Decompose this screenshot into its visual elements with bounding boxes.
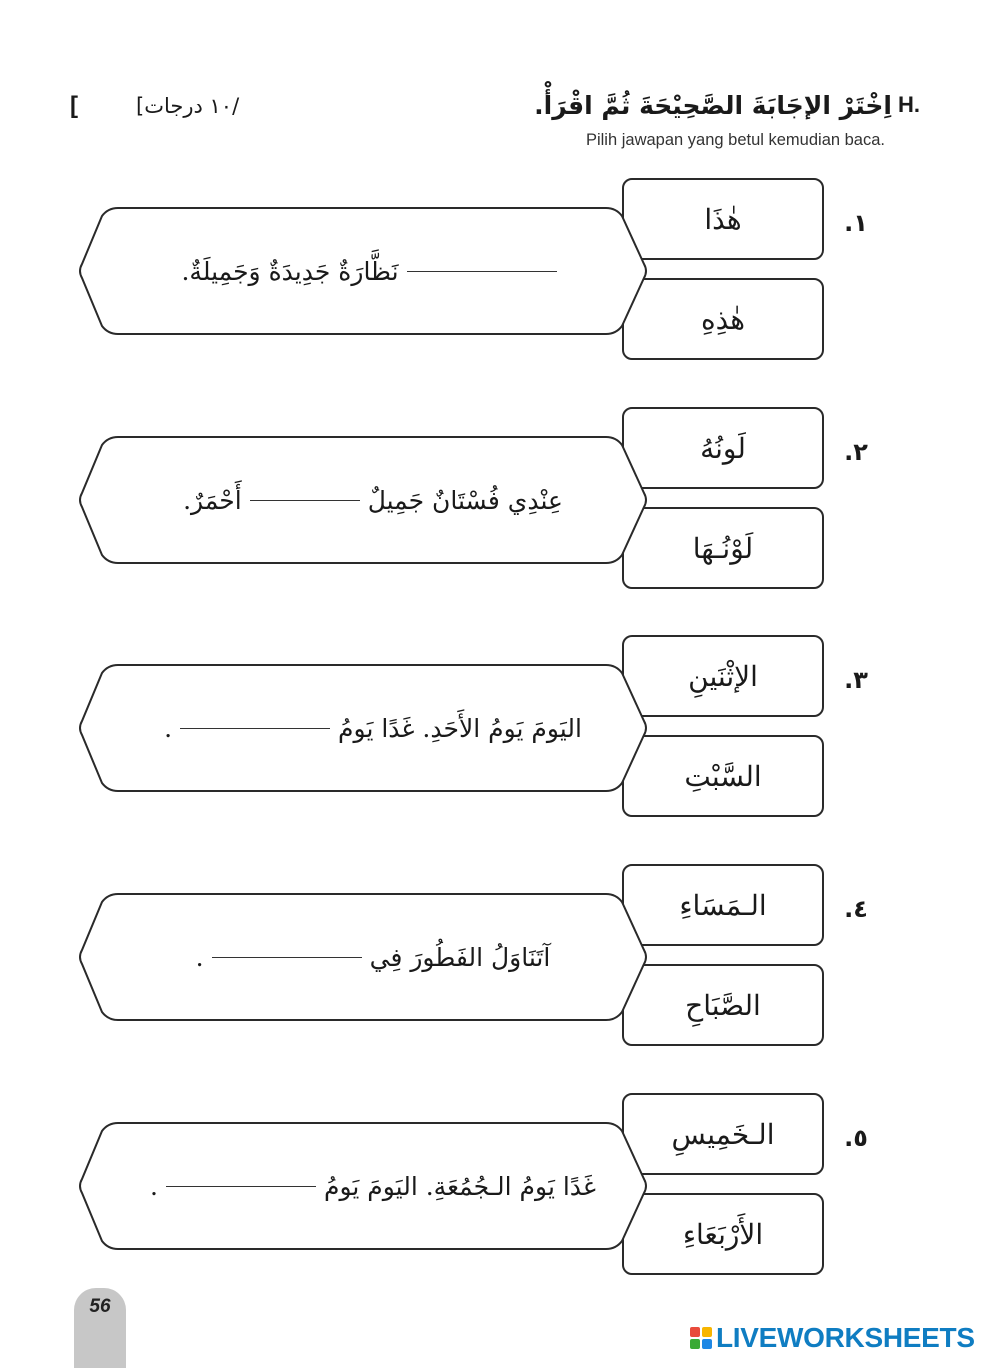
- exercise-header: [430, 82, 920, 128]
- question-number: ٢.: [844, 438, 868, 466]
- sentence-box: [78, 1121, 648, 1251]
- sentence: [138, 1121, 608, 1251]
- sentence-after: .: [164, 713, 173, 743]
- score-label: /١٠ درجات]: [136, 94, 240, 118]
- answer-blank[interactable]: [166, 1185, 316, 1187]
- sentence: [138, 206, 608, 336]
- sentence-box: [78, 892, 648, 1022]
- sentence-box: [78, 206, 648, 336]
- question-number: ٥.: [844, 1124, 868, 1152]
- liveworksheets-icon: [690, 1327, 712, 1349]
- sentence: [138, 663, 608, 793]
- sentence-before: آتَنَاوَلُ الفَطُورَ فِي: [369, 942, 551, 972]
- score-bracket: [: [70, 92, 78, 119]
- exercise-title-arabic: اِخْتَرْ الإجَابَةَ الصَّحِيْحَةَ ثُمَّ اقْرَأْ.: [534, 90, 892, 120]
- logo-square-red: [690, 1327, 700, 1337]
- logo-square-yellow: [702, 1327, 712, 1337]
- logo-square-green: [690, 1339, 700, 1349]
- sentence-before: اليَومَ يَومُ الأَحَدِ. غَدًا يَومُ: [338, 713, 582, 743]
- answer-blank[interactable]: [407, 270, 557, 272]
- exercise-letter: H.: [898, 92, 920, 117]
- question-1: [0, 178, 1000, 368]
- option-top[interactable]: الـخَمِيسِ: [622, 1093, 824, 1175]
- question-2: [0, 407, 1000, 597]
- option-bottom[interactable]: هٰذِهِ: [622, 278, 824, 360]
- sentence-box: [78, 435, 648, 565]
- sentence-before: عِنْدِي فُسْتَانٌ جَمِيلٌ: [367, 485, 563, 515]
- question-number: ٣.: [844, 666, 868, 694]
- sentence-after: أَحْمَرٌ.: [183, 485, 242, 515]
- answer-blank[interactable]: [212, 956, 362, 958]
- option-top[interactable]: الـمَسَاءِ: [622, 864, 824, 946]
- answer-blank[interactable]: [180, 727, 330, 729]
- option-bottom[interactable]: لَوْنُـهَا: [622, 507, 824, 589]
- option-top[interactable]: هٰذَا: [622, 178, 824, 260]
- liveworksheets-logo: [690, 1320, 975, 1356]
- page-number: 56: [89, 1296, 111, 1317]
- question-3: [0, 635, 1000, 825]
- sentence: [138, 892, 608, 1022]
- question-4: [0, 864, 1000, 1054]
- answer-blank[interactable]: [250, 499, 360, 501]
- question-number: ١.: [844, 209, 868, 237]
- option-top[interactable]: الإثْنَينِ: [622, 635, 824, 717]
- sentence-after: .: [150, 1171, 158, 1201]
- question-5: [0, 1093, 1000, 1283]
- option-bottom[interactable]: السَّبْتِ: [622, 735, 824, 817]
- logo-square-blue: [702, 1339, 712, 1349]
- sentence-box: [78, 663, 648, 793]
- score-box: [70, 88, 270, 124]
- sentence: [138, 435, 608, 565]
- option-bottom[interactable]: الأَرْبَعَاءِ: [622, 1193, 824, 1275]
- question-number: ٤.: [844, 895, 868, 923]
- sentence-after: .: [195, 942, 204, 972]
- brand-text: LIVEWORKSHEETS: [716, 1322, 975, 1353]
- sentence-before: غَدًا يَومُ الـجُمُعَةِ. اليَومَ يَومُ: [323, 1171, 596, 1201]
- option-top[interactable]: لَونُهُ: [622, 407, 824, 489]
- option-bottom[interactable]: الصَّبَاحِ: [622, 964, 824, 1046]
- sentence-after: نَظَّارَةٌ جَدِيدَةٌ وَجَمِيلَةٌ.: [181, 256, 399, 286]
- exercise-subtitle: Pilih jawapan yang betul kemudian baca.: [585, 131, 885, 149]
